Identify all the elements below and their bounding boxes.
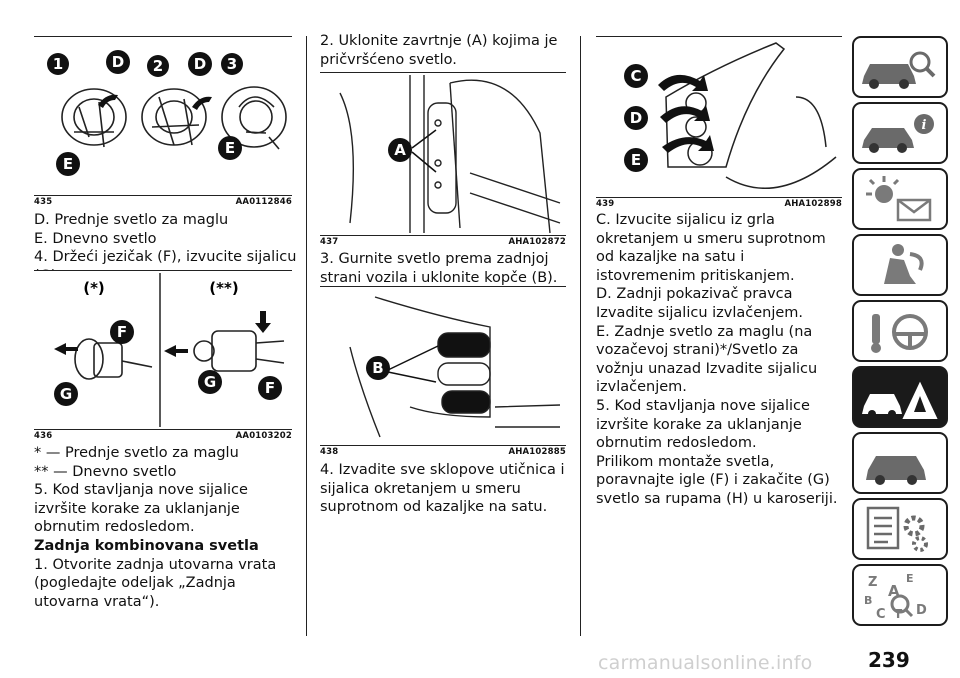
label-star: (*) xyxy=(83,279,105,297)
callout-g xyxy=(198,370,222,394)
figure-number: 436 xyxy=(34,431,53,441)
tab-car-search[interactable] xyxy=(852,36,948,98)
callout-c xyxy=(624,64,648,88)
callout-b xyxy=(366,356,390,380)
svg-text:G: G xyxy=(203,373,217,391)
tab-breakdown-warning[interactable] xyxy=(852,366,948,428)
col3-text xyxy=(596,211,842,509)
figure-435-callouts xyxy=(34,36,292,194)
tab-key-steering[interactable] xyxy=(852,300,948,362)
warning-lights-icon xyxy=(854,170,946,228)
callout-e xyxy=(624,148,648,172)
text-line: D. Prednje svetlo za maglu xyxy=(34,212,229,228)
breakdown-warning-icon xyxy=(854,368,946,426)
index-search-icon xyxy=(854,566,946,624)
callout-e xyxy=(56,152,80,176)
tab-specs-gear[interactable] xyxy=(852,498,948,560)
callout-a xyxy=(388,138,412,162)
page-number: 239 xyxy=(868,648,910,672)
text-line: 2. Uklonite zavrtnje (A) kojima je pričvršćeno svetlo. xyxy=(320,33,558,68)
svg-text:2: 2 xyxy=(152,57,164,75)
svg-text:E: E xyxy=(906,572,914,585)
col1-text-b xyxy=(34,444,300,611)
svg-text:D: D xyxy=(111,53,125,71)
svg-text:T: T xyxy=(894,607,903,621)
label-double-star: (**) xyxy=(209,279,239,297)
svg-text:A: A xyxy=(888,582,900,600)
svg-text:3: 3 xyxy=(226,55,238,73)
figure-number: 439 xyxy=(596,199,615,209)
figure-number: 435 xyxy=(34,197,53,207)
tab-airbag-seat[interactable] xyxy=(852,234,948,296)
callout-3 xyxy=(221,53,243,75)
callout-d xyxy=(188,52,212,76)
airbag-seat-icon xyxy=(854,236,946,294)
svg-text:B: B xyxy=(372,359,384,377)
figure-code: AHA102898 xyxy=(784,199,842,209)
figure-439-callouts xyxy=(596,36,842,196)
callout-d xyxy=(624,106,648,130)
figure-caption xyxy=(596,199,842,209)
svg-text:C: C xyxy=(630,67,642,85)
svg-text:D: D xyxy=(193,55,207,73)
col2-step4 xyxy=(320,461,570,517)
text-line: C. Izvucite sijalicu iz grla okretanjem u smeru suprotnom od kazaljke na satu i istovremenim pritiskanjem. xyxy=(596,212,826,284)
svg-text:i: i xyxy=(921,118,927,133)
callout-2 xyxy=(147,55,169,77)
svg-text:F: F xyxy=(264,379,276,397)
figure-code: AHA102885 xyxy=(508,447,566,457)
callout-1 xyxy=(47,53,69,75)
text-line: 1. Otvorite zadnja utovarna vrata (pogledajte odeljak „Zadnja utovarna vrata“). xyxy=(34,556,277,610)
car-info-icon xyxy=(854,104,946,162)
key-steering-icon xyxy=(854,302,946,360)
text-line: 3. Gurnite svetlo prema zadnjoj strani vozila i uklonite kopče (B). xyxy=(320,251,558,286)
svg-text:1: 1 xyxy=(52,55,64,73)
section-heading: Zadnja kombinovana svetla xyxy=(34,537,259,554)
column-divider xyxy=(306,36,307,636)
svg-text:E: E xyxy=(224,139,236,157)
col2-step3 xyxy=(320,250,570,287)
figure-437-callouts xyxy=(320,72,566,234)
svg-text:D: D xyxy=(916,603,927,618)
car-search-icon xyxy=(854,38,946,96)
text-line: Prilikom montaže svetla, poravnajte igle (F) i zakačite (G) svetlo sa rupama (H) u karoseriji. xyxy=(596,453,838,507)
text-line: D. Zadnji pokazivač pravca Izvadite sijalicu izvlačenjem. xyxy=(596,286,804,321)
figure-caption xyxy=(320,237,566,247)
text-line: * — Prednje svetlo za maglu xyxy=(34,445,239,461)
svg-text:C: C xyxy=(876,607,886,622)
figure-code: AA0112846 xyxy=(235,197,292,207)
text-line: 5. Kod stavljanja nove sijalice izvršite korake za uklanjanje obrnutim redosledom. xyxy=(596,397,810,452)
svg-text:B: B xyxy=(864,594,873,607)
callout-f xyxy=(110,320,134,344)
car-service-icon xyxy=(854,434,946,492)
figure-code: AA0103202 xyxy=(235,431,292,441)
svg-text:E: E xyxy=(630,151,642,169)
figure-caption xyxy=(34,431,292,441)
col2-step2 xyxy=(320,32,570,69)
svg-text:D: D xyxy=(629,109,643,127)
figure-number: 437 xyxy=(320,237,339,247)
watermark: carmanualsonline.info xyxy=(598,652,813,674)
svg-text:A: A xyxy=(394,141,406,159)
tab-index-search[interactable] xyxy=(852,564,948,626)
column-divider xyxy=(580,36,581,636)
svg-text:F: F xyxy=(116,323,128,341)
text-line: E. Zadnje svetlo za maglu (na vozačevoj strani)*/Svetlo za vožnju unazad Izvadite sijalicu izvlačenjem. xyxy=(596,323,818,396)
tab-car-service[interactable] xyxy=(852,432,948,494)
tab-car-info[interactable] xyxy=(852,102,948,164)
svg-text:G: G xyxy=(59,385,73,403)
figure-number: 438 xyxy=(320,447,339,457)
callout-g xyxy=(54,382,78,406)
callout-e xyxy=(218,136,242,160)
figure-code: AHA102872 xyxy=(508,237,566,247)
callout-f xyxy=(258,376,282,400)
figure-438-callouts xyxy=(320,286,566,444)
figure-caption xyxy=(34,197,292,207)
text-line: 5. Kod stavljanja nove sijalice izvršite korake za uklanjanje obrnutim redosledom. xyxy=(34,482,248,536)
specs-gear-icon xyxy=(854,500,946,558)
text-line: ** — Dnevno svetlo xyxy=(34,463,177,480)
figure-caption xyxy=(320,447,566,457)
svg-text:Z: Z xyxy=(868,575,878,590)
text-line: 4. Držeći jezičak (F), izvucite sijalicu xyxy=(34,249,297,266)
tab-warning-lights[interactable] xyxy=(852,168,948,230)
text-line: 4. Izvadite sve sklopove utičnica i sijalica okretanjem u smeru suprotnom od kazaljke na satu. xyxy=(320,462,565,516)
figure-436-callouts xyxy=(34,270,292,428)
svg-text:E: E xyxy=(62,155,74,173)
text-line: E. Dnevno svetlo xyxy=(34,230,157,247)
callout-d xyxy=(106,50,130,74)
